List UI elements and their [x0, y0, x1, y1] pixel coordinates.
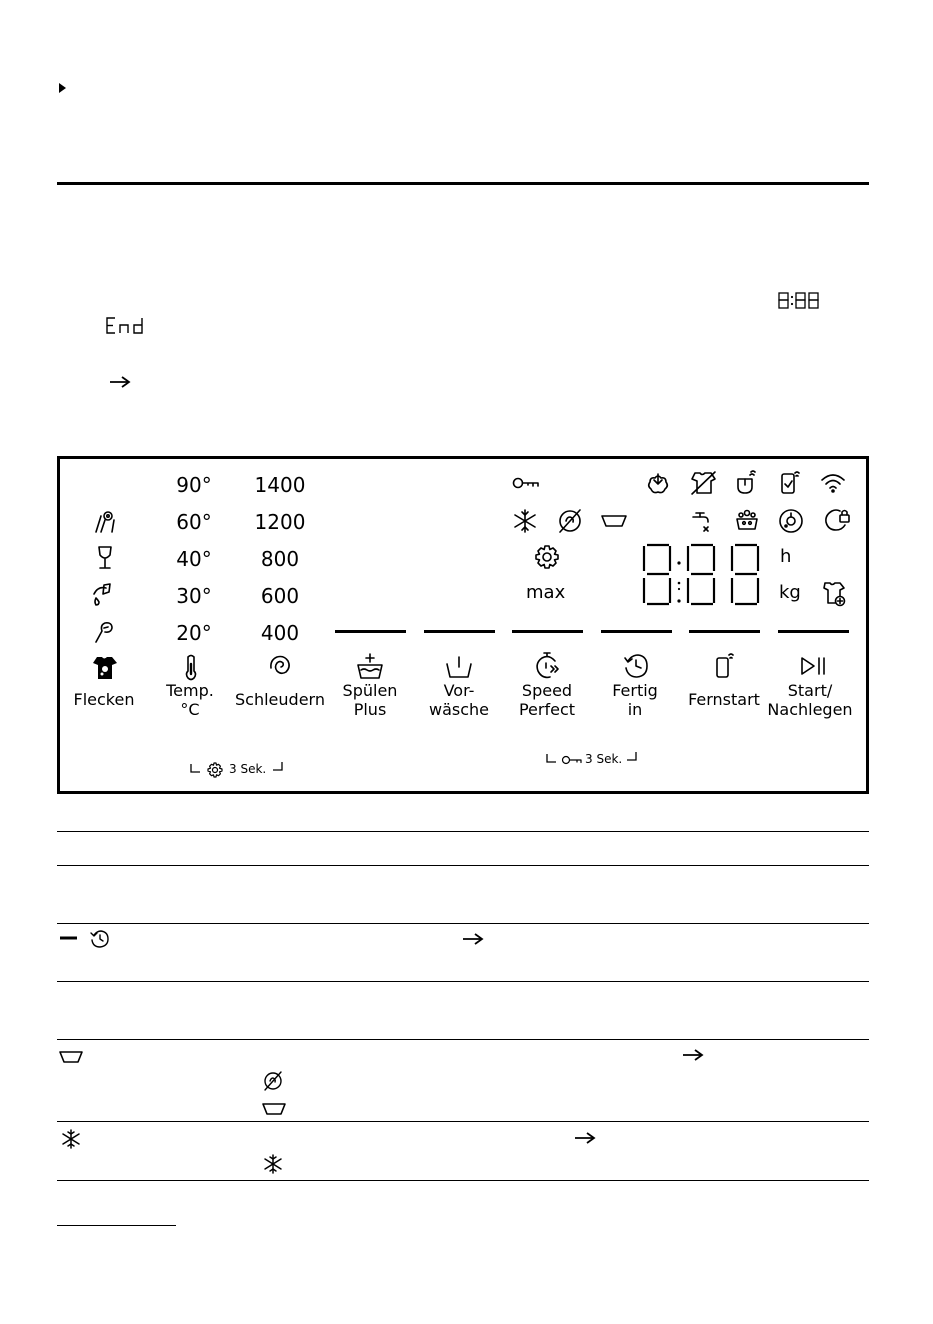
childlock-hint-text: 3 Sek. — [585, 752, 623, 766]
settings-hint-text: 3 Sek. — [229, 762, 267, 776]
settings-hint — [190, 760, 290, 782]
max-label: max — [526, 582, 566, 603]
indicator-bar-fertig — [601, 630, 672, 633]
prewash-icon[interactable] — [444, 654, 474, 680]
spin-value-800: 800 — [260, 547, 300, 571]
hand-wash-icon — [92, 619, 118, 645]
finish-in-clock-small-icon — [89, 928, 111, 950]
tub-clean-icon — [735, 470, 757, 496]
temp-value-40: 40° — [176, 547, 212, 571]
arrow-right-icon — [682, 1048, 704, 1062]
indicator-bar-fernstart — [689, 630, 760, 633]
table-rule — [57, 1039, 869, 1040]
no-spin-icon — [556, 507, 584, 535]
spin-value-600: 600 — [260, 584, 300, 608]
indicator-bar-start — [778, 630, 849, 633]
wine-glass-icon — [94, 545, 116, 571]
temp-value-20: 20° — [176, 621, 212, 645]
rinse-hold-tub-icon — [600, 513, 628, 529]
drum-clean-icon — [777, 507, 805, 535]
no-ironing-shirt-icon — [689, 470, 717, 496]
temp-value-60: 60° — [176, 510, 212, 534]
door-lock-icon — [822, 506, 852, 534]
rinse-plus-icon[interactable] — [355, 652, 385, 682]
detergent-foam-icon — [733, 507, 761, 533]
indicator-bar-spuelen — [335, 630, 406, 633]
start-pause-icon[interactable] — [799, 655, 827, 677]
shirt-plus-icon — [820, 580, 848, 608]
button-label-temp[interactable]: Temp. °C — [166, 681, 214, 719]
arrow-right-icon — [574, 1131, 596, 1145]
button-label-spuelen-plus[interactable]: Spülen Plus — [342, 681, 398, 719]
remote-start-phone-icon[interactable] — [713, 652, 737, 680]
key-small-icon — [561, 754, 583, 766]
hours-unit-label: h — [780, 546, 792, 567]
no-spin-small-icon — [262, 1070, 284, 1092]
button-label-fertig-in[interactable]: Fertig in — [612, 681, 658, 719]
button-label-start-nachlegen[interactable]: Start/ Nachlegen — [767, 681, 853, 719]
end-segment-display — [106, 317, 148, 335]
table-rule — [57, 1121, 869, 1122]
footnote-rule — [57, 1225, 176, 1226]
thermometer-icon[interactable] — [183, 654, 199, 682]
button-label-flecken[interactable]: Flecken — [73, 690, 135, 709]
weight-unit-label: kg — [779, 582, 801, 603]
table-rule — [57, 923, 869, 924]
button-label-vorwaesche[interactable]: Vor- wäsche — [428, 681, 489, 719]
indicator-bar-speed — [512, 630, 583, 633]
settings-gear-icon — [534, 544, 560, 570]
snowflake-small-icon — [61, 1129, 81, 1149]
button-label-schleudern[interactable]: Schleudern — [235, 690, 325, 709]
settings-gear-small-icon — [207, 762, 223, 778]
finish-in-clock-icon[interactable] — [622, 652, 650, 680]
temp-value-30: 30° — [176, 584, 212, 608]
table-rule — [57, 865, 869, 866]
time-segment-display — [778, 292, 820, 310]
table-rule — [57, 981, 869, 982]
childlock-hint — [546, 750, 646, 772]
indicator-bar-vorwaesche — [424, 630, 495, 633]
button-label-speed-perfect[interactable]: Speed Perfect — [518, 681, 576, 719]
snowflake-icon — [512, 508, 538, 534]
foam-detect-icon — [645, 470, 671, 496]
no-water-tap-icon — [690, 507, 716, 533]
button-label-fernstart[interactable]: Fernstart — [688, 690, 760, 709]
bullet-marker-icon — [59, 83, 67, 93]
temp-value-90: 90° — [176, 473, 212, 497]
spin-value-400: 400 — [260, 621, 300, 645]
water-drop-care-icon — [90, 582, 116, 608]
phone-check-icon — [779, 470, 801, 496]
table-rule — [57, 831, 869, 832]
wifi-icon — [820, 472, 846, 494]
spin-value-1200: 1200 — [254, 510, 306, 534]
rinse-hold-tub-small-icon — [261, 1101, 287, 1117]
spin-value-1400: 1400 — [254, 473, 306, 497]
stain-shirt-icon[interactable] — [91, 655, 119, 681]
segment-display-main — [641, 543, 769, 607]
table-rule — [57, 1180, 869, 1181]
speed-perfect-icon[interactable] — [533, 651, 563, 681]
arrow-right-icon — [462, 932, 484, 946]
key-lock-icon — [512, 474, 540, 492]
section-rule — [57, 182, 869, 185]
wool-flower-icon — [92, 508, 118, 534]
snowflake-small-icon — [263, 1154, 283, 1174]
spin-icon[interactable] — [268, 654, 294, 680]
rinse-hold-tub-icon — [58, 1049, 84, 1065]
arrow-right-icon — [109, 375, 131, 389]
minus-icon — [59, 933, 79, 943]
